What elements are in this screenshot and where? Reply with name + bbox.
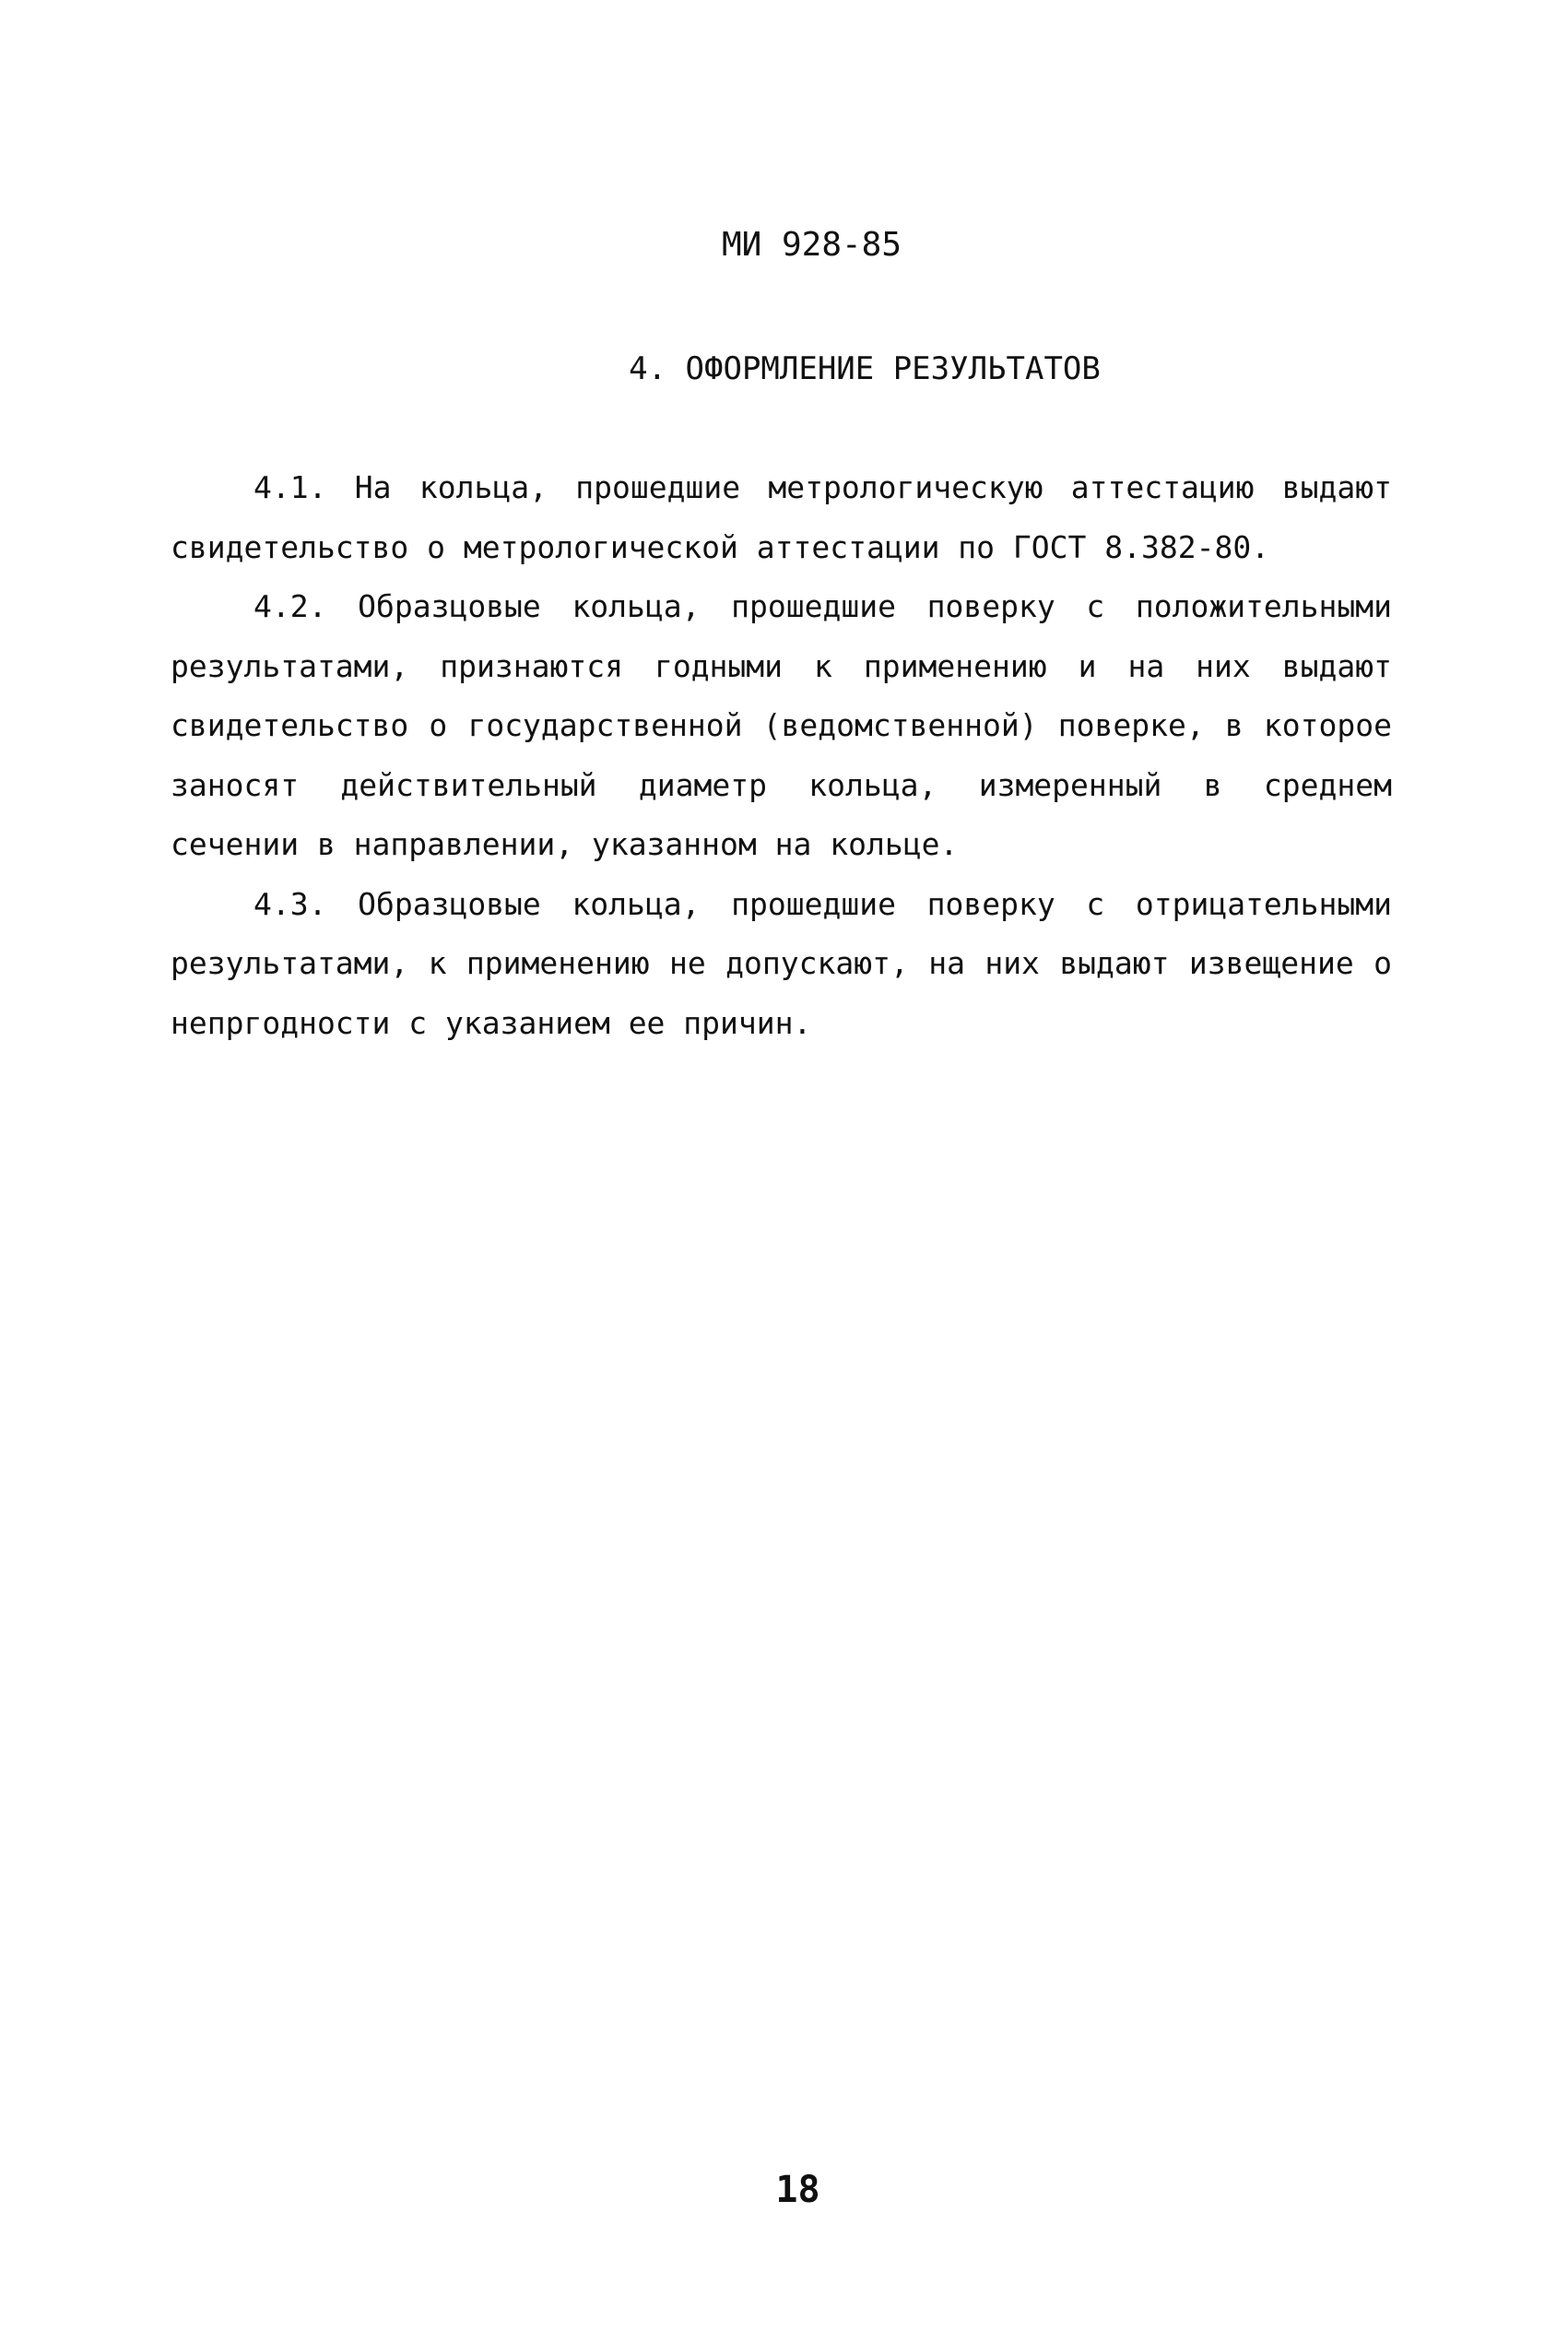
paragraph-4-2: 4.2. Образцовые кольца, прошедшие поверку с положительными результатами, признаются годными к применению и на них выдают свидетельство о государственной (ведомственной) поверке, в которое заносят действительный диаметр кольца, измеренный в среднем сечении в направлении, указанном на кольце. xyxy=(171,588,1392,862)
page-number: 18 xyxy=(775,2169,820,2211)
section-title: 4. ОФОРМЛЕНИЕ РЕЗУЛЬТАТОВ xyxy=(629,350,1101,387)
paragraph-4-1: 4.1. На кольца, прошедшие метрологическую аттестацию выдают свидетельство о метрологической аттестации по ГОСТ 8.382-80. xyxy=(171,469,1392,565)
paragraph-4-3: 4.3. Образцовые кольца, прошедшие поверку с отрицательными результатами, к применению не допускают, на них выдают извещение о непргодности с указанием ее причин. xyxy=(171,885,1392,1041)
section-body xyxy=(171,458,1392,1053)
document-code: МИ 928-85 xyxy=(721,226,902,264)
